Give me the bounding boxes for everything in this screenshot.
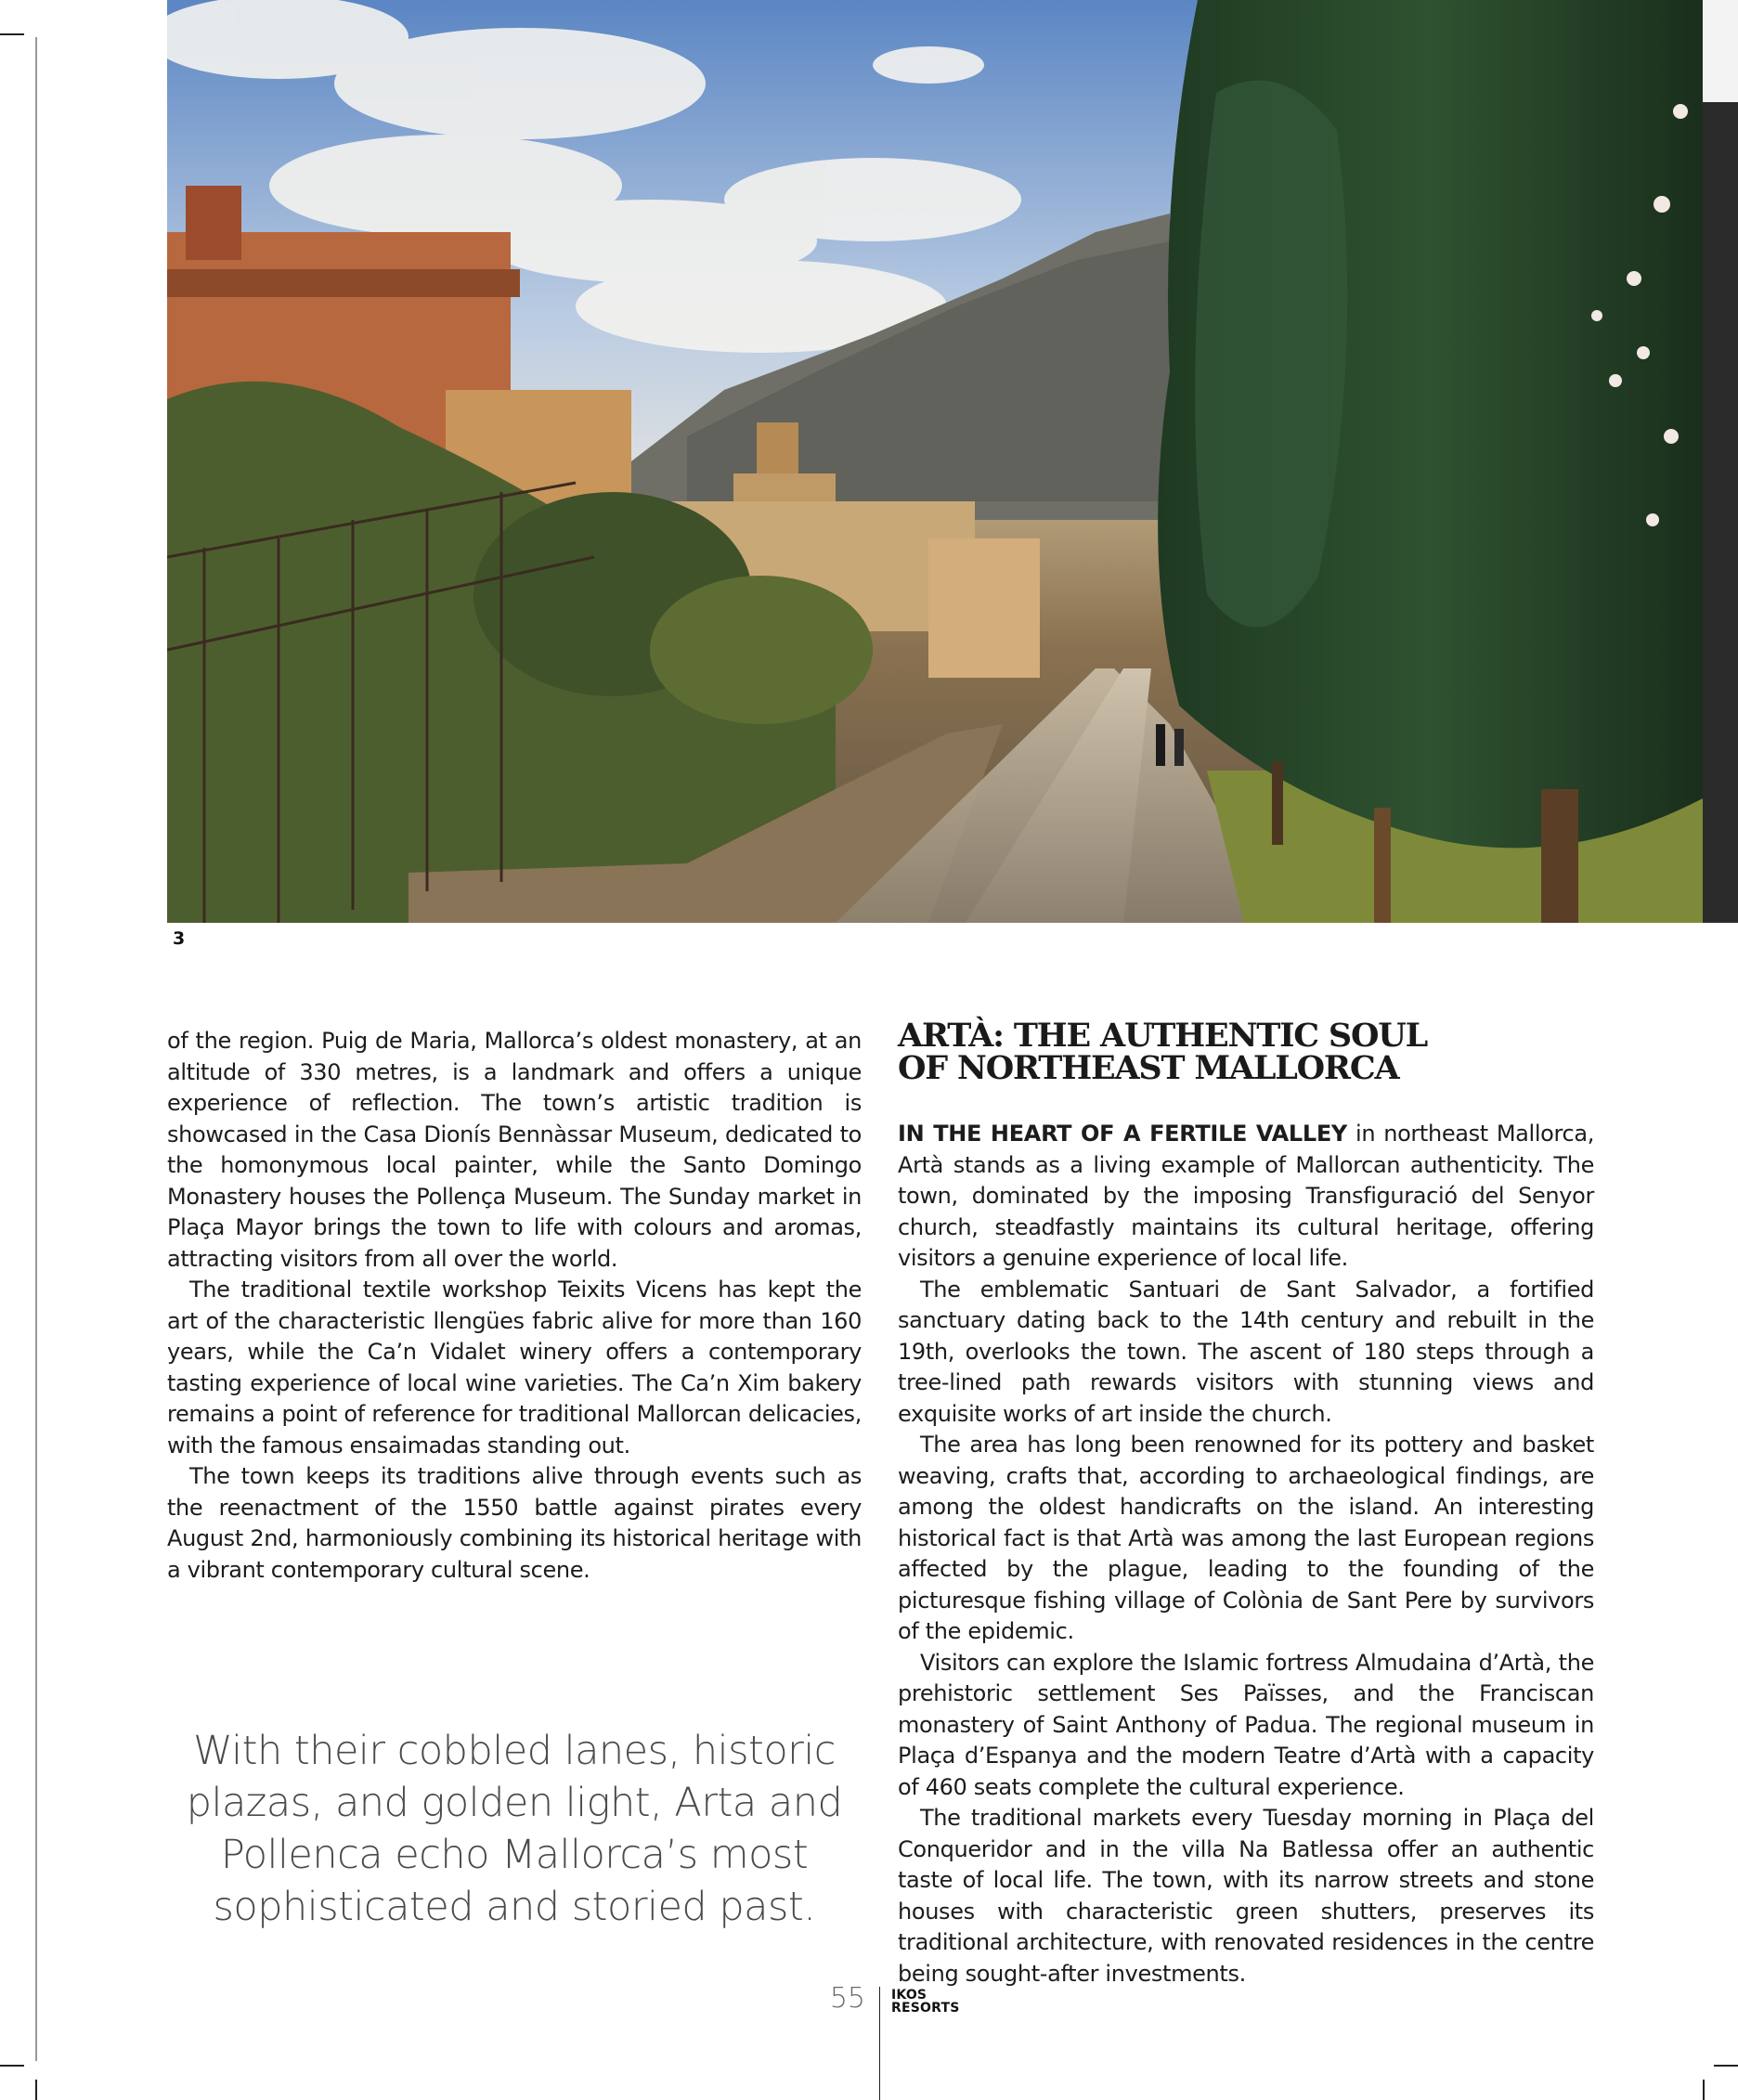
brand-logo — [891, 1989, 960, 2015]
paragraph: The area has long been renowned for its pottery and basket weaving, crafts that, according to archaeological findings, are among the oldest handicrafts on the island. An interesting historical fact is that Artà was among the last European regions affected by the plague, leading to the founding of the picturesque fishing village of Colònia de Sant Pere by survivors of the epidemic. — [898, 1432, 1594, 1644]
page-edge — [1703, 0, 1738, 923]
paragraph-text: in northeast Mallorca, Artà stands as a living example of Mallorcan authenticity. The town, dominated by the imposing Transfiguració del Senyor church, steadfastly maintains its cultural heritage, offering visitors a genuine experience of local life. — [898, 1121, 1594, 1271]
footer-divider — [879, 1987, 880, 2100]
paragraph: of the region. Puig de Maria, Mallorca’s oldest monastery, at an altitude of 330 metres, is a landmark and offers a unique experience of reflection. The town’s artistic tradition is showcased in the Casa Dionís Bennàssar Museum, dedicated to the homonymous local painter, while the Santo Domingo Monastery houses the Pollença Museum. The Sunday market in Plaça Mayor brings the town to life with colours and aromas, attracting visitors from all over the world. — [167, 1028, 862, 1272]
page-number: 55 — [829, 1982, 865, 2015]
heading-line: OF NORTHEAST MALLORCA — [898, 1049, 1399, 1087]
paragraph — [898, 1119, 1594, 1275]
crop-mark — [0, 33, 24, 35]
crop-mark — [1703, 2080, 1705, 2100]
crop-mark — [35, 37, 37, 2061]
crop-mark — [1714, 2065, 1738, 2067]
brand-line: RESORTS — [891, 2001, 960, 2016]
paragraph: The emblematic Santuari de Sant Salvador, a fortified sanctuary dating back to the 14th century and rebuilt in the 19th, overlooks the town. The ascent of 180 steps through a tree-lined path rewards visitors with stunning views and exquisite works of art inside the church. — [898, 1276, 1594, 1427]
crop-mark — [35, 2080, 37, 2100]
heading-line: ARTÀ: THE AUTHENTIC SOUL — [898, 1017, 1428, 1055]
right-column — [898, 1119, 1594, 1990]
lead-in: IN THE HEART OF A FERTILE VALLEY — [898, 1121, 1348, 1147]
left-column — [167, 1026, 862, 1586]
landscape-photo — [167, 0, 1703, 923]
paragraph: The town keeps its traditions alive through events such as the reenactment of the 1550 battle against pirates every August 2nd, harmoniously combining its historical heritage with a vibrant contemporary cultural scene. — [167, 1463, 862, 1583]
photo-caption-number: 3 — [173, 928, 186, 949]
paragraph: The traditional markets every Tuesday morning in Plaça del Conqueridor and in the villa Na Batlessa offer an authentic taste of local life. The town, with its narrow streets and stone houses with characteristic green shutters, preserves its traditional architecture, with renovated residences in the centre being sought-after investments. — [898, 1805, 1594, 1987]
pull-quote: With their cobbled lanes, historic plazas, and golden light, Arta and Pollenca echo Mallorca’s most sophisticated and storied past. — [186, 1728, 843, 1930]
paragraph: The traditional textile workshop Teixits Vicens has kept the art of the characteristic llengües fabric alive for more than 160 years, while the Ca’n Vidalet winery offers a contemporary tasting experience of local wine varieties. The Ca’n Xim bakery remains a point of reference for traditional Mallorcan delicacies, with the famous ensaimadas standing out. — [167, 1277, 862, 1458]
brand-line: IKOS — [891, 1988, 927, 2003]
paragraph: Visitors can explore the Islamic fortress Almudaina d’Artà, the prehistoric settlement Ses Païsses, and the Franciscan monastery of Saint Anthony of Padua. The regional museum in Plaça d’Espanya and the modern Teatre d’Artà with a capacity of 460 seats complete the cultural experience. — [898, 1649, 1594, 1800]
crop-mark — [0, 2065, 24, 2067]
section-heading — [898, 1017, 1548, 1087]
